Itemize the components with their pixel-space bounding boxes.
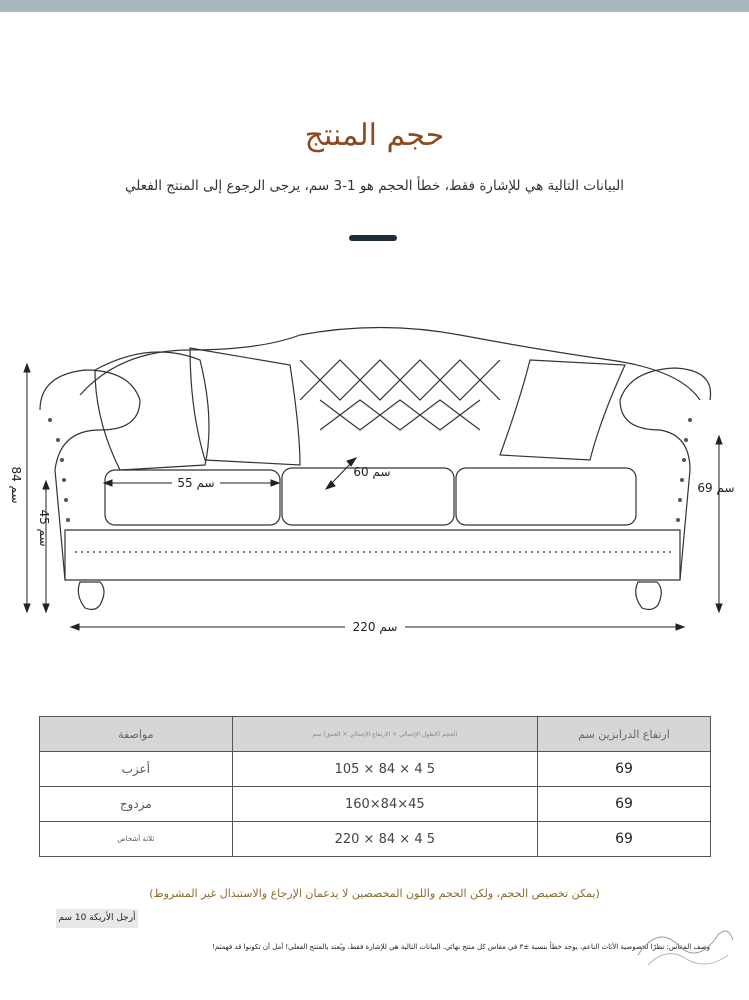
row-arm-height: 69 bbox=[538, 752, 711, 787]
legs-height-label: أرجل الأريكة 10 سم bbox=[56, 909, 138, 928]
row-size: 5 4 × 84 × 220 bbox=[232, 822, 537, 857]
height-total-label: 84 سم bbox=[9, 466, 23, 504]
header-spec: مواصفة bbox=[40, 717, 233, 752]
row-spec: أعزب bbox=[40, 752, 233, 787]
header-arm-height: ارتفاع الدرابزين سم bbox=[538, 717, 711, 752]
row-spec: ثلاثة أشخاص bbox=[40, 822, 233, 857]
customization-note: (يمكن تخصيص الحجم، ولكن الحجم واللون المخصصين لا يدعمان الإرجاع والاستبدال غير المشروط) bbox=[149, 887, 600, 900]
size-footnote: وصف المقاس: نظرًا لخصوصية الأثاث الناعم، يوجد خطأ بنسبة ±٣ في مقاس كل منتج نهائي. البيانات التالية هي للإشارة فقط، ويُعتد بالمنتج الفعلي! أمل أن تكونوا قد فهمتم! bbox=[212, 943, 710, 951]
page-title: حجم المنتج bbox=[304, 118, 445, 153]
header-size: الحجم (الطول الإجمالي × الارتفاع الإجمالي × العمق) سم bbox=[232, 717, 537, 752]
row-spec: مزدوج bbox=[40, 787, 233, 822]
total-width-label: 220 سم bbox=[352, 620, 398, 634]
size-table bbox=[39, 716, 711, 857]
page-subtitle: البيانات التالية هي للإشارة فقط، خطأ الحجم هو 1-3 سم، يرجى الرجوع إلى المنتج الفعلي bbox=[125, 178, 624, 194]
seat-height-label: 45 سم bbox=[37, 509, 51, 547]
row-arm-height: 69 bbox=[538, 787, 711, 822]
arm-height-label: 69 سم bbox=[697, 481, 735, 495]
seat-depth-label: 60 سم bbox=[353, 465, 391, 479]
title-divider bbox=[349, 235, 397, 241]
row-arm-height: 69 bbox=[538, 822, 711, 857]
top-bar bbox=[0, 0, 749, 12]
seat-width-label: 55 سم bbox=[177, 476, 215, 490]
sofa-diagram bbox=[0, 290, 749, 650]
row-size: 5 4 × 84 × 105 bbox=[232, 752, 537, 787]
decorative-scribble bbox=[628, 915, 738, 975]
row-size: 45×84×160 bbox=[232, 787, 537, 822]
table-row bbox=[40, 752, 711, 787]
table-row bbox=[40, 787, 711, 822]
table-row bbox=[40, 822, 711, 857]
